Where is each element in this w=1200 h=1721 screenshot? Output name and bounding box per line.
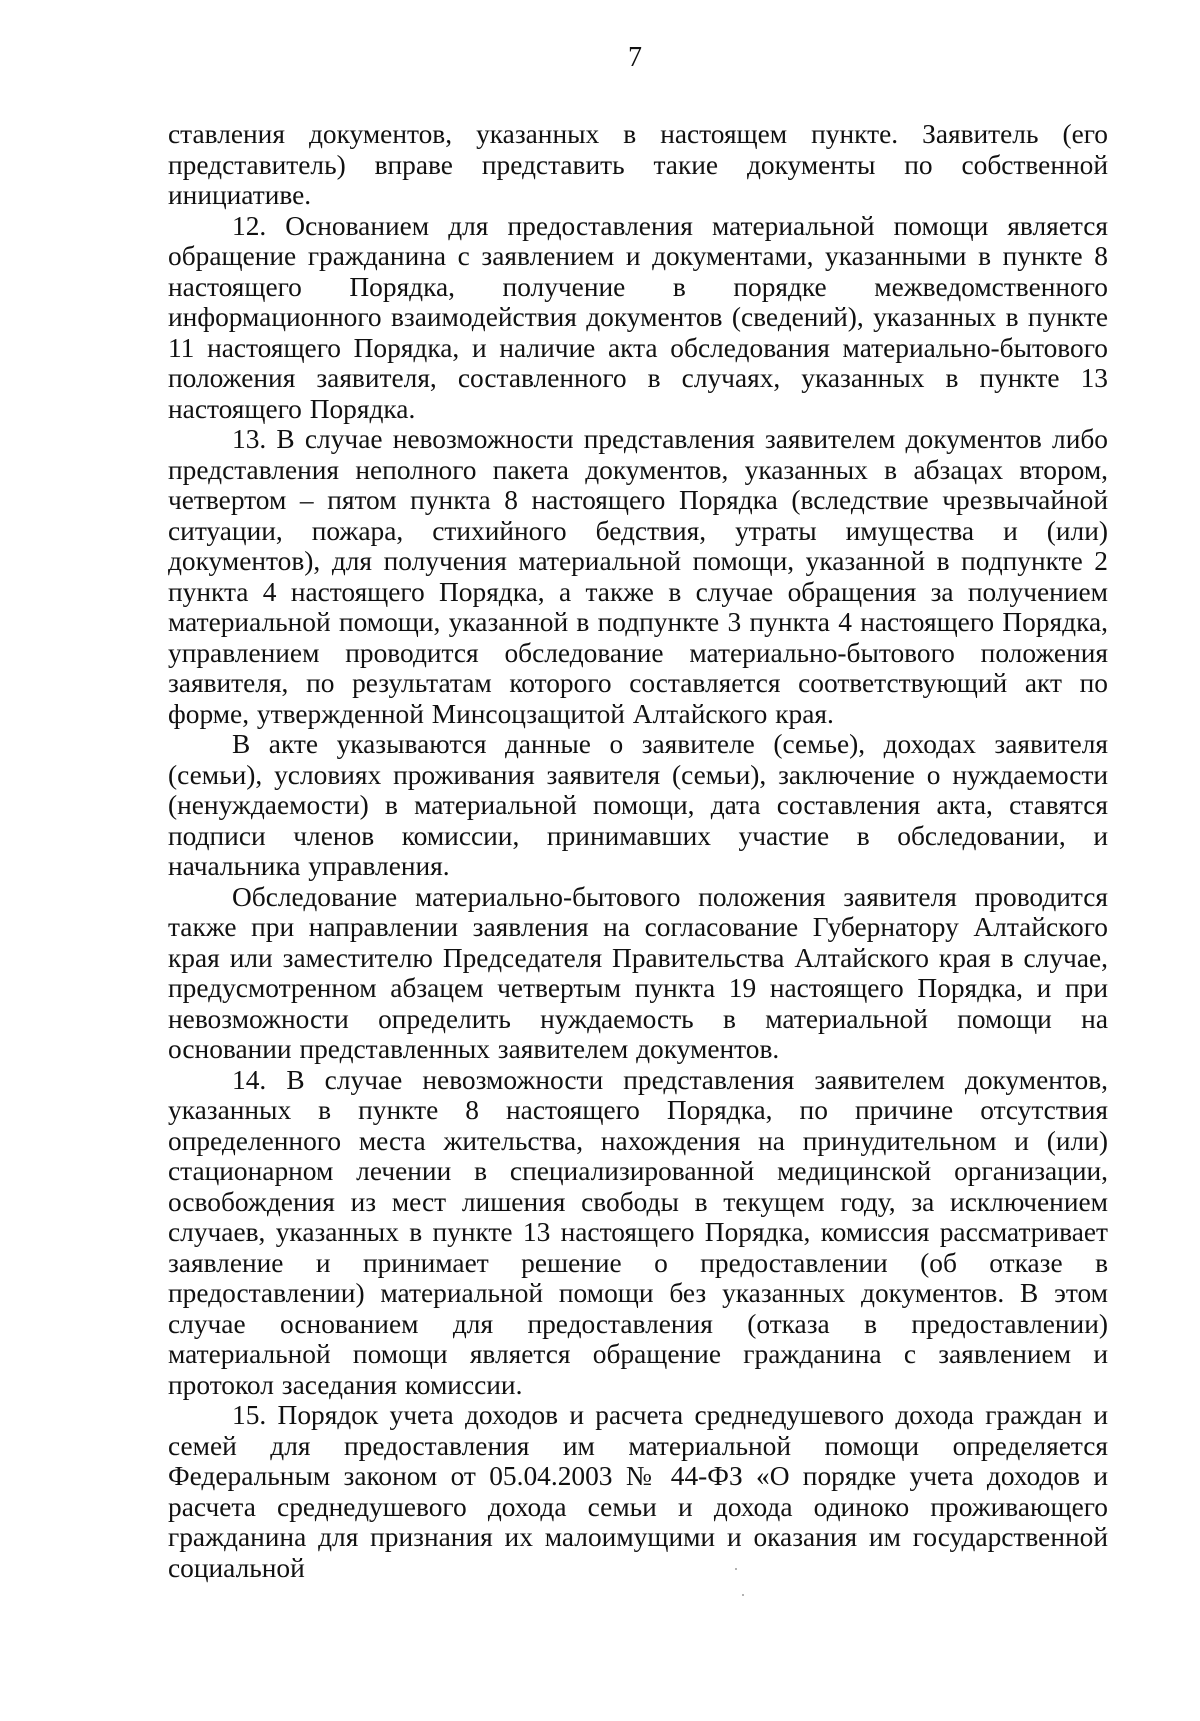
scan-speck	[742, 1594, 744, 1596]
paragraph-13: 13. В случае невозможности представления заявителем документов либо представления неполного пакета документов, указанных в абзацах втором, четвертом – пятом пункта 8 настоящего Порядка (вследствие чрезвычайной ситуации, пожара, стихийного бедствия, утраты имущества и (или) документов), для получения материальной помощи, указанной в подпункте 2 пункта 4 настоящего Порядка, а также в случае обращения за получением материальной помощи, указанной в подпункте 3 пункта 4 настоящего Порядка, управлением проводится обследование материально-бытового положения заявителя, по результатам которого составляется соответствующий акт по форме, утвержденной Минсоцзащитой Алтайского края.	[168, 424, 1108, 729]
paragraph-13-act-contents: В акте указываются данные о заявителе (семье), доходах заявителя (семьи), условиях проживания заявителя (семьи), заключение о нуждаемости (ненуждаемости) в материальной помощи, дата составления акта, ставятся подписи членов комиссии, принимавших участие в обследовании, и начальника управления.	[168, 729, 1108, 881]
paragraph-14: 14. В случае невозможности представления заявителем документов, указанных в пункте 8 настоящего Порядка, по причине отсутствия определенного места жительства, нахождения на принудительном и (или) стационарном лечении в специализированной медицинской организации, освобождения из мест лишения свободы в текущем году, за исключением случаев, указанных в пункте 13 настоящего Порядка, комиссия рассматривает заявление и принимает решение о предоставлении (об отказе в предоставлении) материальной помощи без указанных документов. В этом случае основанием для предоставления (отказа в предоставлении) материальной помощи является обращение гражданина с заявлением и протокол заседания комиссии.	[168, 1064, 1108, 1400]
paragraph-15: 15. Порядок учета доходов и расчета среднедушевого дохода граждан и семей для предоставления им материальной помощи определяется Федеральным законом от 05.04.2003 № 44-ФЗ «О порядке учета доходов и расчета среднедушевого дохода семьи и дохода одиноко проживающего гражданина для признания их малоимущими и оказания им государственной социальной	[168, 1400, 1108, 1583]
document-body	[168, 119, 1108, 1583]
paragraph-continuation: ставления документов, указанных в настоящем пункте. Заявитель (его представитель) вправе представить такие документы по собственной инициативе.	[168, 119, 1108, 210]
paragraph-12: 12. Основанием для предоставления материальной помощи является обращение гражданина с заявлением и документами, указанными в пункте 8 настоящего Порядка, получение в порядке межведомственного информационного взаимодействия документов (сведений), указанных в пункте 11 настоящего Порядка, и наличие акта обследования материально-бытового положения заявителя, составленного в случаях, указанных в пункте 13 настоящего Порядка.	[168, 210, 1108, 424]
paragraph-13-survey: Обследование материально-бытового положения заявителя проводится также при направлении заявления на согласование Губернатору Алтайского края или заместителю Председателя Правительства Алтайского края в случае, предусмотренном абзацем четвертым пункта 19 настоящего Порядка, и при невозможности определить нуждаемость в материальной помощи на основании представленных заявителем документов.	[168, 881, 1108, 1064]
page-number: 7	[628, 42, 642, 73]
scan-speck	[735, 1568, 737, 1570]
